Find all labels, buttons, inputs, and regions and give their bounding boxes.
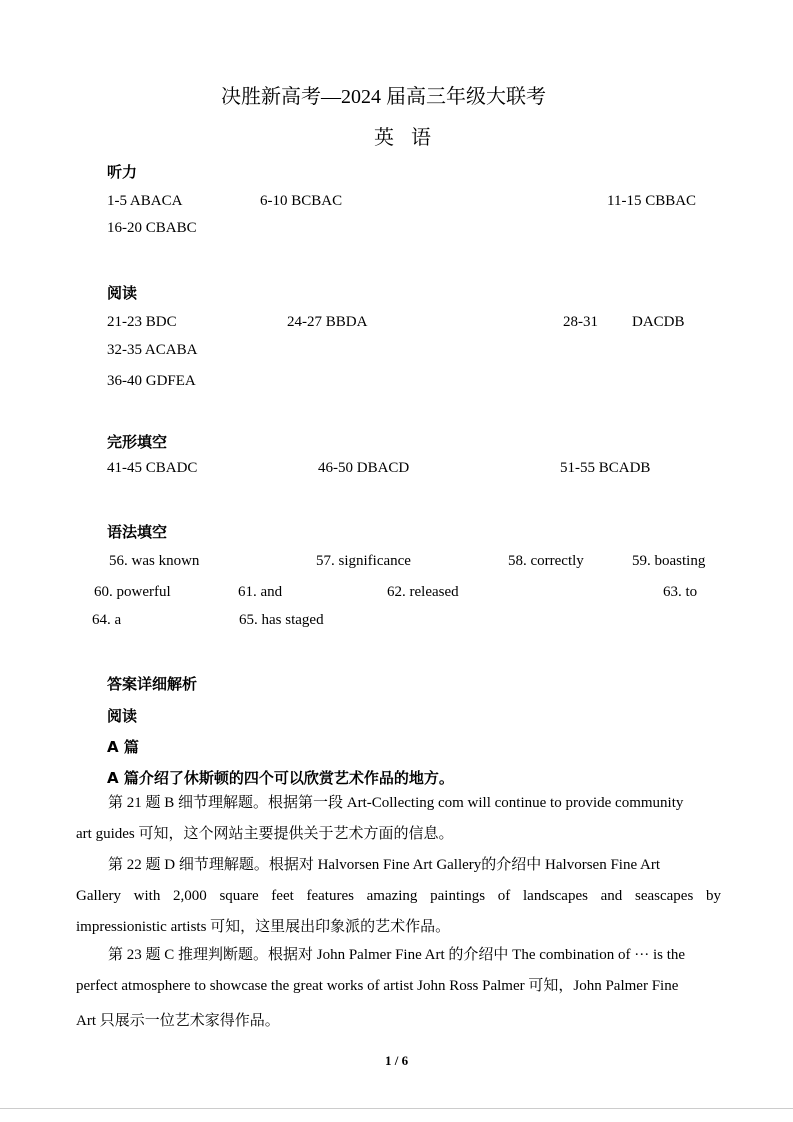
section-heading-cloze: 完形填空 (107, 433, 168, 451)
analysis-q23-line2: perfect atmosphere to showcase the great works of artist John Ross Palmer 可知，John Palmer Fine (76, 978, 679, 994)
answer-item: 57. significance (316, 553, 411, 569)
answer-item: 62. released (387, 584, 459, 600)
answer-item: 65. has staged (239, 612, 324, 628)
section-heading-listening: 听力 (107, 163, 138, 181)
analysis-q22-line2: Gallery with 2,000 square feet features amazing paintings of landscapes and seascapes by (76, 888, 721, 904)
analysis-subheading: 阅读 (107, 707, 138, 725)
answer-group: 41-45 CBADC (107, 460, 198, 476)
answer-item: 61. and (238, 584, 283, 600)
answer-group: 46-50 DBACD (318, 460, 410, 476)
analysis-q22-line1: 第 22 题 D 细节理解题。根据对 Halvorsen Fine Art Gallery的介绍中 Halvorsen Fine Art (108, 857, 661, 873)
page-number: 1 / 6 (385, 1053, 409, 1068)
answer-group: 36-40 GDFEA (107, 373, 196, 389)
answer-group: 32-35 ACABA (107, 342, 198, 358)
passage-label: A 篇 (107, 738, 139, 756)
passage-intro: A 篇介绍了休斯顿的四个可以欣赏艺术作品的地方。 (107, 769, 454, 787)
answer-group: 6-10 BCBAC (260, 193, 343, 209)
analysis-q23-line3: Art 只展示一位艺术家得作品。 (76, 1013, 280, 1029)
analysis-q21-line2: art guides 可知，这个网站主要提供关于艺术方面的信息。 (76, 826, 454, 842)
subject-title: 英 语 (374, 127, 437, 149)
answer-group: 51-55 BCADB (560, 460, 651, 476)
answer-group: 28-31 (563, 314, 598, 330)
answer-item: 63. to (663, 584, 698, 600)
answer-group: 24-27 BBDA (287, 314, 368, 330)
answer-item: 58. correctly (508, 553, 584, 569)
section-heading-analysis: 答案详细解析 (107, 675, 198, 693)
section-heading-grammar: 语法填空 (107, 523, 168, 541)
analysis-q22-line3: impressionistic artists 可知，这里展出印象派的艺术作品。 (76, 919, 451, 935)
answer-group: 1-5 ABACA (107, 193, 183, 209)
page-bottom-divider (0, 1108, 793, 1109)
analysis-q23-line1: 第 23 题 C 推理判断题。根据对 John Palmer Fine Art 的介绍中 The combination of ··· is the (108, 947, 686, 963)
section-heading-reading: 阅读 (107, 284, 138, 302)
answer-group: 16-20 CBABC (107, 220, 197, 236)
answer-group: 11-15 CBBAC (607, 193, 697, 209)
answer-item: 59. boasting (632, 553, 706, 569)
answer-item: 60. powerful (94, 584, 171, 600)
answer-group: DACDB (632, 314, 685, 330)
answer-item: 64. a (92, 612, 122, 628)
answer-item: 56. was known (109, 553, 200, 569)
answer-group: 21-23 BDC (107, 314, 177, 330)
analysis-q21-line1: 第 21 题 B 细节理解题。根据第一段 Art-Collecting com will continue to provide community (108, 795, 684, 811)
page-title: 决胜新高考—2024 届高三年级大联考 (221, 86, 546, 108)
